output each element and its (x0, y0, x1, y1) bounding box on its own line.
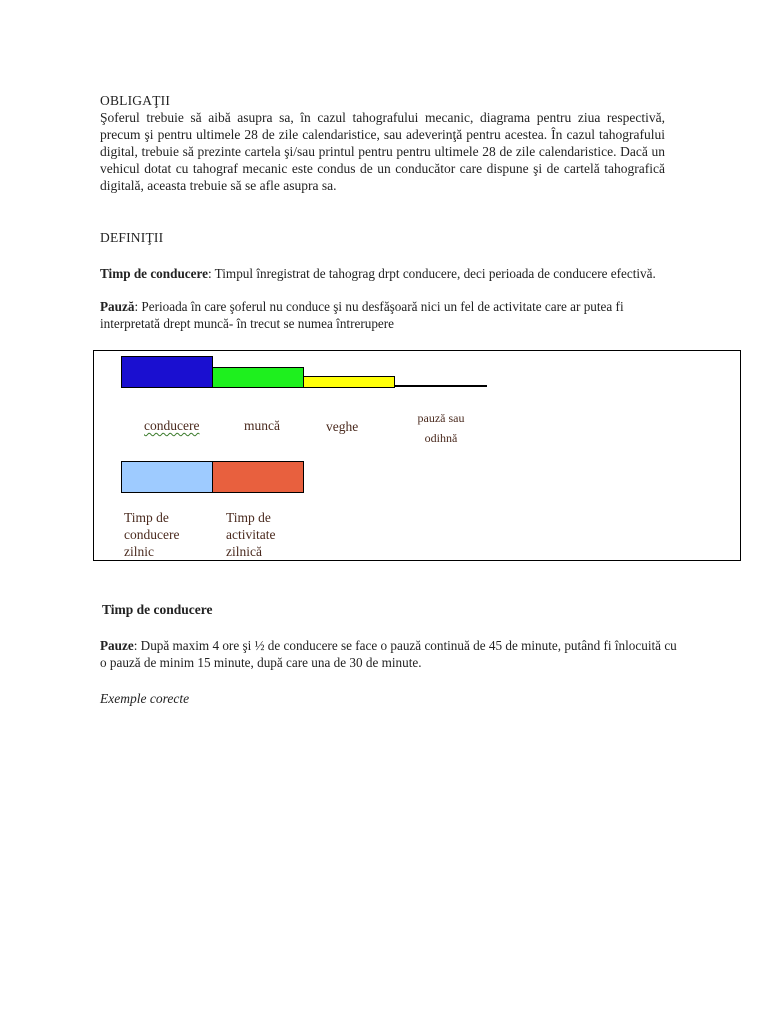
definition-term: Pauză (100, 299, 135, 314)
munca-bar (212, 367, 304, 388)
timp-conducere-bar (121, 461, 213, 493)
veghe-bar (303, 376, 395, 388)
legend-timp-conducere: Timp de conducere zilnic (124, 510, 180, 559)
pauze-paragraph (100, 638, 680, 671)
obligatii-paragraph: Şoferul trebuie să aibă asupra sa, în cazul tahografului mecanic, diagrama pentru ziua respectivă, precum şi pentru ultimele 28 de zile calendaristice, sau adeverinţă pentru acestea. În cazul tahografului digital, trebuie să prezinte cartela şi/sau printul pentru pentru ultimele 28 de zile calendaristice. Dacă un vehicul dotat cu tahograf mecanic este condus de un conducător care dispune şi de cartelă tahografică digitală, aceasta trebuie să se afle asupra sa. (100, 110, 665, 193)
legend-pauza: pauză sau odihnă (417, 411, 465, 445)
pauze-text: : După maxim 4 ore şi ½ de conducere se face o pauză continuă de 45 de minute, putând fi înlocuită cu o pauză de minim 15 minute, după care una de 30 de minute. (100, 638, 677, 670)
section-heading: Timp de conducere (102, 602, 213, 617)
legend-veghe: veghe (326, 419, 359, 434)
definition-term: Timp de conducere (100, 266, 208, 281)
conducere-bar (121, 356, 213, 388)
definition-pauza (100, 299, 680, 332)
obligatii-heading: OBLIGAŢII (100, 93, 171, 108)
legend-conducere: conducere (144, 418, 200, 433)
definition-text: : Timpul înregistrat de tahograg drpt conducere, deci perioada de conducere efectivă. (207, 266, 656, 281)
activity-legend-diagram (93, 350, 741, 561)
definitii-heading: DEFINIŢII (100, 230, 164, 245)
legend-munca: muncă (244, 418, 280, 433)
pauze-term: Pauze (100, 638, 134, 653)
example-caption: Exemple corecte (100, 691, 190, 706)
legend-timp-activitate: Timp de activitate zilnică (226, 510, 276, 559)
definition-text: : Perioada în care şoferul nu conduce şi nu desfăşoară nici un fel de activitate care ar putea fi interpretată drept muncă- în trecut se numea întrerupere (100, 299, 624, 331)
timp-activitate-bar (212, 461, 304, 493)
definition-timp-conducere (100, 266, 680, 283)
pauza-line (395, 385, 487, 387)
